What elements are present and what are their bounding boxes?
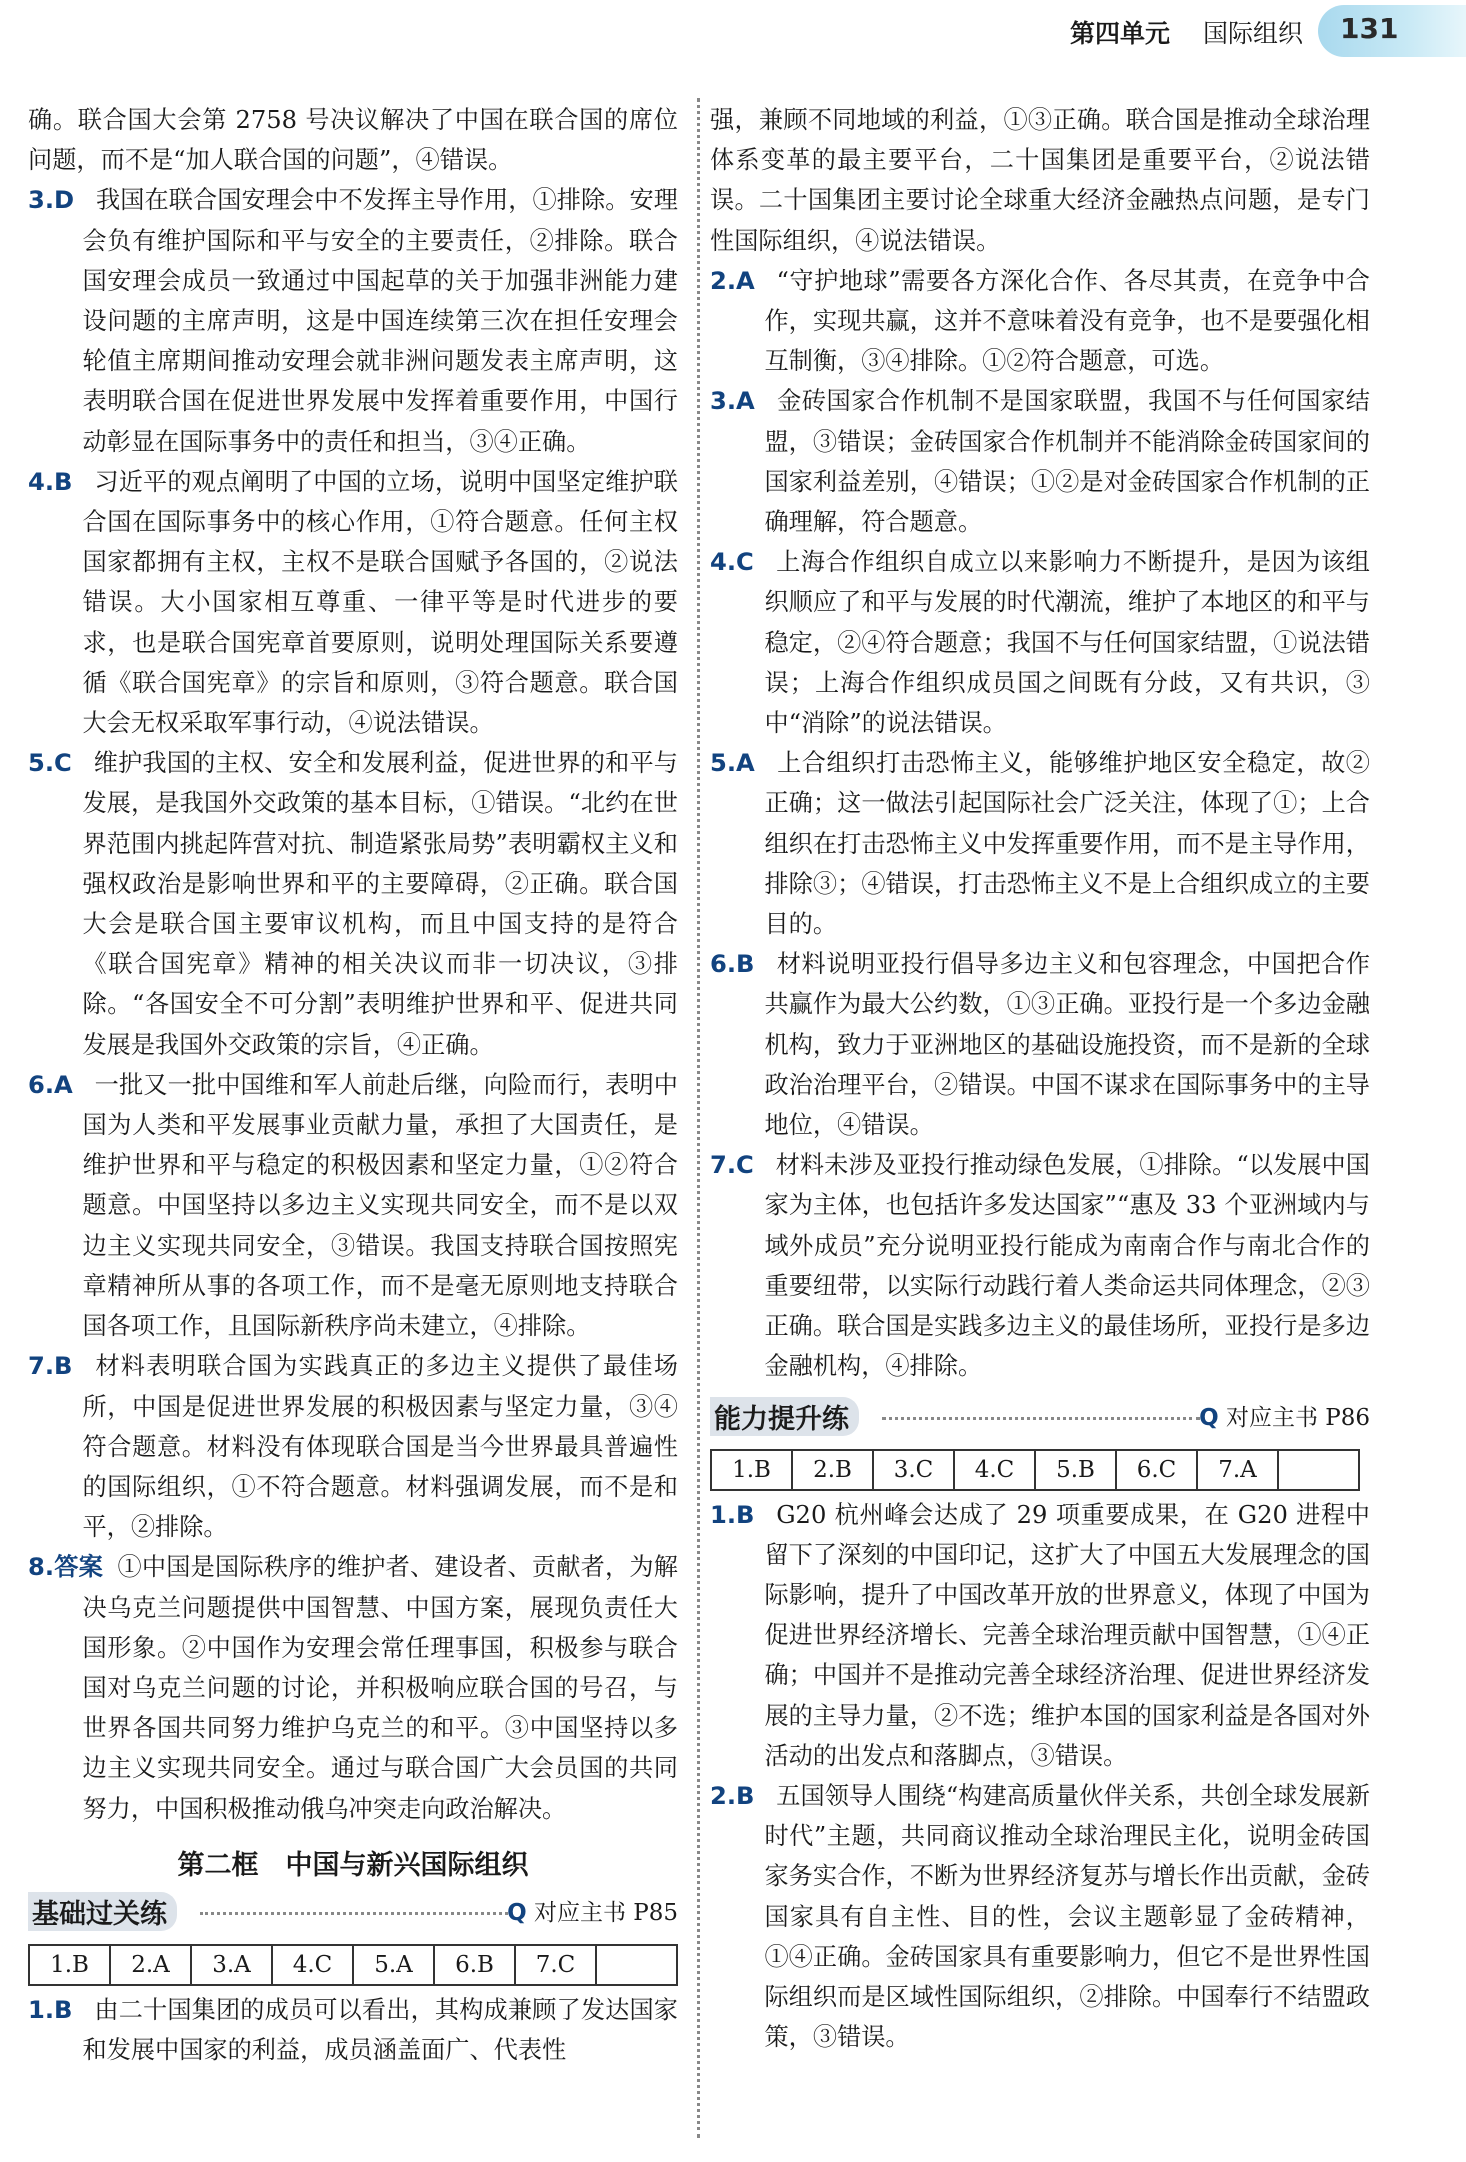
answer-key-cell xyxy=(1278,1450,1359,1490)
right-column xyxy=(710,100,1370,2057)
dotted-rule xyxy=(200,1912,508,1915)
answer-item-4: 4.C 上海合作组织自成立以来影响力不断提升，是因为该组织顺应了和平与发展的时代潮流，维护了本地区的和平与稳定，②④符合题意；我国不与任何国家结盟，①说法错误；上海合作组织成员国之间既有分歧，又有共识，③中“消除”的说法错误。 xyxy=(710,548,1370,738)
answer-item-2: 2.A “守护地球”需要各方深化合作、各尽其责，在竞争中合作，实现共赢，这并不意味着没有竞争，也不是要强化相互制衡，③④排除。①②符合题意，可选。 xyxy=(710,266,1370,376)
page-header xyxy=(0,0,1466,70)
answer-key-cell: 4.C xyxy=(272,1945,353,1985)
answer-key-cell: 5.A xyxy=(353,1945,434,1985)
answer-key-cell: 6.C xyxy=(1116,1450,1197,1490)
drill-name: 基础过关练 xyxy=(28,1892,177,1931)
section-title: 第二框 中国与新兴国际组织 xyxy=(177,1849,529,1881)
left-column xyxy=(28,100,678,2070)
page-number: 131 xyxy=(1340,12,1399,45)
column-divider xyxy=(697,98,700,2138)
magnifier-icon: Q xyxy=(1199,1404,1219,1431)
answer-key-cell: 7.C xyxy=(515,1945,596,1985)
answer-item-5: 5.A 上合组织打击恐怖主义，能够维护地区安全稳定，故②正确；这一做法引起国际社会广泛关注，体现了①；上合组织在打击恐怖主义中发挥重要作用，而不是主导作用，排除③；④错误，打击恐怖主义不是上合组织成立的主要目的。 xyxy=(710,749,1370,939)
answer-item-7: 7.B 材料表明联合国为实践真正的多边主义提供了最佳场所，中国是促进世界发展的积极因素与坚定力量，③④符合题意。材料没有体现联合国是当今世界最具普遍性的国际组织，①不符合题意。材料强调发展，而不是和平，②排除。 xyxy=(28,1352,678,1542)
answer-key-cell: 6.B xyxy=(434,1945,515,1985)
answer-key-table xyxy=(28,1944,678,1986)
answer-item-1: 1.B G20 杭州峰会达成了 29 项重要成果，在 G20 进程中留下了深刻的中国印记，这扩大了中国五大发展理念的国际影响，提升了中国改革开放的世界意义，体现了中国为促进世界经济增长、完善全球治理贡献中国智慧，①④正确；中国并不是推动完善全球经济治理、促进世界经济发展的主导力量，②不选；维护本国的国家利益是各国对外活动的出发点和落脚点，③错误。 xyxy=(710,1500,1370,1770)
answer-item-2: 2.B 五国领导人围绕“构建高质量伙伴关系，共创全球发展新时代”主题，共同商议推动全球治理民主化，说明金砖国家务实合作，不断为世界经济复苏与增长作出贡献，金砖国家具有自主性、目的性，会议主题彰显了金砖精神，①④正确。金砖国家具有重要影响力，但它不是世界性国际组织而是区域性国际组织，②排除。中国奉行不结盟政策，③错误。 xyxy=(710,1781,1370,2052)
reference-note: Q 对应主书 P85 xyxy=(507,1899,678,1926)
answer-key-cell: 4.C xyxy=(954,1450,1035,1490)
answer-item-6: 6.B 材料说明亚投行倡导多边主义和包容理念，中国把合作共赢作为最大公约数，①③正确。亚投行是一个多边金融机构，致力于亚洲地区的基础设施投资，而不是新的全球政治治理平台，②错误。中国不谋求在国际事务中的主导地位，④错误。 xyxy=(710,950,1370,1140)
continued-paragraph: 确。联合国大会第 2758 号决议解决了中国在联合国的席位问题，而不是“加人联合国的问题”，④错误。 xyxy=(28,106,678,175)
answer-item-3: 3.A 金砖国家合作机制不是国家联盟，我国不与任何国家结盟，③错误；金砖国家合作机制并不能消除金砖国家间的国家利益差别，④错误；①②是对金砖国家合作机制的正确理解，符合题意。 xyxy=(710,387,1370,537)
answer-key-cell: 3.C xyxy=(873,1450,954,1490)
answer-key-table xyxy=(710,1449,1360,1491)
dotted-rule xyxy=(882,1417,1200,1420)
answer-item-4: 4.B 习近平的观点阐明了中国的立场，说明中国坚定维护联合国在国际事务中的核心作用，①符合题意。任何主权国家都拥有主权，主权不是联合国赋予各国的，②说法错误。大小国家相互尊重、一律平等是时代进步的要求，也是联合国宪章首要原则，说明处理国际关系要遵循《联合国宪章》的宗旨和原则，③符合题意。联合国大会无权采取军事行动，④说法错误。 xyxy=(28,467,678,738)
answer-key-cell: 1.B xyxy=(711,1450,792,1490)
answer-key-cell: 3.A xyxy=(191,1945,272,1985)
answer-item-3: 3.D 我国在联合国安理会中不发挥主导作用，①排除。安理会负有维护国际和平与安全的主要责任，②排除。联合国安理会成员一致通过中国起草的关于加强非洲能力建设问题的主席声明，这是中国连续第三次在担任安理会轮值主席期间推动安理会就非洲问题发表主席声明，这表明联合国在促进世界发展中发挥着重要作用，中国行动彰显在国际事务中的责任和担当，③④正确。 xyxy=(28,186,678,456)
drill-header-advanced xyxy=(710,1395,1370,1439)
unit-title: 第四单元 xyxy=(1070,19,1171,48)
reference-note: Q 对应主书 P86 xyxy=(1199,1404,1370,1431)
answer-key-cell: 2.B xyxy=(792,1450,873,1490)
answer-item-6: 6.A 一批又一批中国维和军人前赴后继，向险而行，表明中国为人类和平发展事业贡献力量，承担了大国责任，是维护世界和平与稳定的积极因素和坚定力量，①②符合题意。中国坚持以多边主义实现共同安全，而不是以双边主义实现共同安全，③错误。我国支持联合国按照宪章精神所从事的各项工作，而不是毫无原则地支持联合国各项工作，且国际新秩序尚未建立，④排除。 xyxy=(28,1070,678,1341)
drill-name: 能力提升练 xyxy=(710,1397,859,1436)
continued-paragraph: 强，兼顾不同地域的利益，①③正确。联合国是推动全球治理体系变革的最主要平台，二十国集团是重要平台，②说法错误。二十国集团主要讨论全球重大经济金融热点问题，是专门性国际组织，④说法错误。 xyxy=(710,106,1370,255)
magnifier-icon: Q xyxy=(507,1899,527,1926)
answer-key-cell: 2.A xyxy=(110,1945,191,1985)
drill-header-basic xyxy=(28,1890,678,1934)
answer-key-cell: 1.B xyxy=(29,1945,110,1985)
answer-item-1: 1.B 由二十国集团的成员可以看出，其构成兼顾了发达国家和发展中国家的利益，成员涵盖面广、代表性 xyxy=(28,1995,678,2064)
answer-item-8: 8.答案 ①中国是国际秩序的维护者、建设者、贡献者，为解决乌克兰问题提供中国智慧、中国方案，展现负责任大国形象。②中国作为安理会常任理事国，积极参与联合国对乌克兰问题的讨论，并积极响应联合国的号召，与世界各国共同努力维护乌克兰的和平。③中国坚持以多边主义实现共同安全。通过与联合国广大会员国的共同努力，中国积极推动俄乌冲突走向政治解决。 xyxy=(28,1552,678,1823)
answer-item-5: 5.C 维护我国的主权、安全和发展利益，促进世界的和平与发展，是我国外交政策的基本目标，①错误。“北约在世界范围内挑起阵营对抗、制造紧张局势”表明霸权主义和强权政治是影响世界和平的主要障碍，②正确。联合国大会是联合国主要审议机构，而且中国支持的是符合《联合国宪章》精神的相关决议而非一切决议，③排除。“各国安全不可分割”表明维护世界和平、促进共同发展是我国外交政策的宗旨，④正确。 xyxy=(28,749,678,1059)
answer-item-7: 7.C 材料未涉及亚投行推动绿色发展，①排除。“以发展中国家为主体，也包括许多发达国家”“惠及 33 个亚洲域内与域外成员”充分说明亚投行能成为南南合作与南北合作的重要纽带，以实际行动践行着人类命运共同体理念，②③正确。联合国是实践多边主义的最佳场所，亚投行是多边金融机构，④排除。 xyxy=(710,1151,1370,1381)
answer-key-cell xyxy=(596,1945,677,1985)
answer-key-cell: 7.A xyxy=(1197,1450,1278,1490)
answer-key-cell: 5.B xyxy=(1035,1450,1116,1490)
topic-title: 国际组织 xyxy=(1203,19,1304,48)
